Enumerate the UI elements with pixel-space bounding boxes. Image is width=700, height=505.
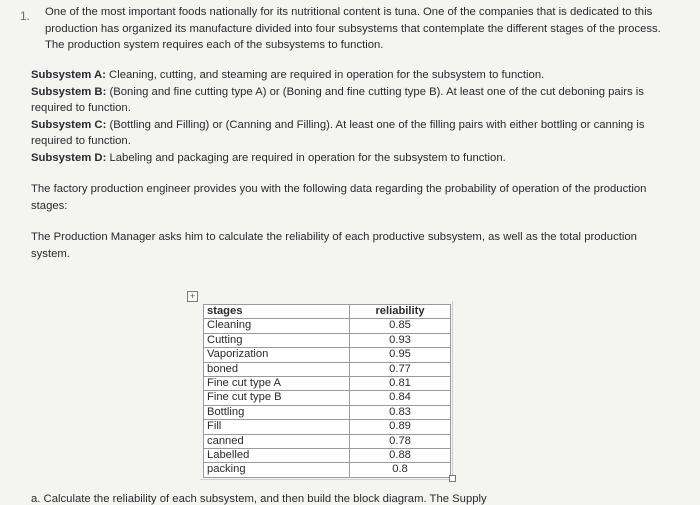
table-row bbox=[204, 405, 451, 419]
table-row bbox=[204, 448, 451, 462]
table-row bbox=[204, 319, 451, 333]
manager-paragraph: The Production Manager asks him to calculate the reliability of each productive subsystem, as well as the total production system. bbox=[31, 231, 637, 260]
subsystem-b bbox=[31, 84, 676, 117]
subsystem-label: Subsystem D: bbox=[31, 151, 107, 164]
table-row bbox=[204, 376, 451, 390]
reliability-cell: 0.81 bbox=[350, 376, 451, 390]
reliability-cell: 0.84 bbox=[350, 391, 451, 405]
stage-cell: Fine cut type A bbox=[204, 376, 350, 390]
table-row bbox=[204, 333, 451, 347]
stage-cell: canned bbox=[204, 434, 350, 448]
table-row bbox=[204, 420, 451, 434]
engineer-paragraph: The factory production engineer provides you with the following data regarding the probability of operation of the production stages: bbox=[31, 183, 647, 212]
reliability-cell: 0.85 bbox=[350, 319, 451, 333]
stage-cell: Cleaning bbox=[204, 319, 350, 333]
stage-cell: packing bbox=[204, 463, 350, 477]
question-number: 1. bbox=[20, 9, 31, 23]
reliability-cell: 0.83 bbox=[350, 405, 451, 419]
subsystem-d bbox=[31, 150, 676, 167]
stage-cell: Labelled bbox=[204, 448, 350, 462]
reliability-cell: 0.77 bbox=[350, 362, 451, 376]
reliability-cell: 0.78 bbox=[350, 434, 451, 448]
stage-cell: Fine cut type B bbox=[204, 391, 350, 405]
table-row bbox=[204, 391, 451, 405]
stage-cell: Fill bbox=[204, 420, 350, 434]
subsystem-label: Subsystem C: bbox=[31, 118, 107, 131]
reliability-cell: 0.89 bbox=[350, 420, 451, 434]
cut-off-text-line: a. Calculate the reliability of each subsystem, and then build the block diagram. The Supply bbox=[31, 493, 487, 505]
subsystem-label: Subsystem A: bbox=[31, 69, 106, 81]
table-row bbox=[204, 362, 451, 376]
header-stages: stages bbox=[204, 305, 350, 319]
subsystem-text: (Bottling and Filling) or (Canning and Filling). At least one of the filling pairs with either bottling or canning is required to function. bbox=[31, 118, 645, 148]
subsystem-label: Subsystem B: bbox=[31, 85, 107, 98]
table-move-handle-icon[interactable]: + bbox=[187, 291, 198, 302]
table-row bbox=[204, 463, 451, 477]
stage-cell: Vaporization bbox=[204, 348, 350, 362]
subsystems-block bbox=[31, 67, 676, 167]
table-row bbox=[204, 348, 451, 362]
reliability-cell: 0.93 bbox=[350, 333, 451, 347]
header-reliability: reliability bbox=[350, 305, 451, 319]
subsystem-text: Labeling and packaging are required in operation for the subsystem to function. bbox=[106, 151, 506, 164]
subsystem-a bbox=[31, 67, 676, 84]
subsystem-text: Cleaning, cutting, and steaming are required in operation for the subsystem to function. bbox=[105, 69, 545, 81]
stage-cell: boned bbox=[204, 362, 350, 376]
subsystem-c bbox=[31, 117, 676, 150]
table-resize-handle-icon[interactable] bbox=[449, 475, 456, 482]
reliability-cell: 0.8 bbox=[350, 463, 451, 477]
reliability-cell: 0.95 bbox=[350, 348, 451, 362]
reliability-table bbox=[203, 304, 451, 478]
table-header-row bbox=[204, 305, 451, 319]
stage-cell: Cutting bbox=[204, 333, 350, 347]
intro-paragraph: One of the most important foods nationally for its nutritional content is tuna. One of the companies that is dedicated to this production has organized its manufacture divided into four subsystems that contemplate the different stages of the process. The production system requires each of the subsystems to function. bbox=[45, 6, 661, 52]
table-row bbox=[204, 434, 451, 448]
stage-cell: Bottling bbox=[204, 405, 350, 419]
subsystem-text: (Boning and fine cutting type A) or (Boning and fine cutting type B). At least one of the cut deboning pairs is required to function. bbox=[31, 85, 644, 115]
reliability-cell: 0.88 bbox=[350, 448, 451, 462]
